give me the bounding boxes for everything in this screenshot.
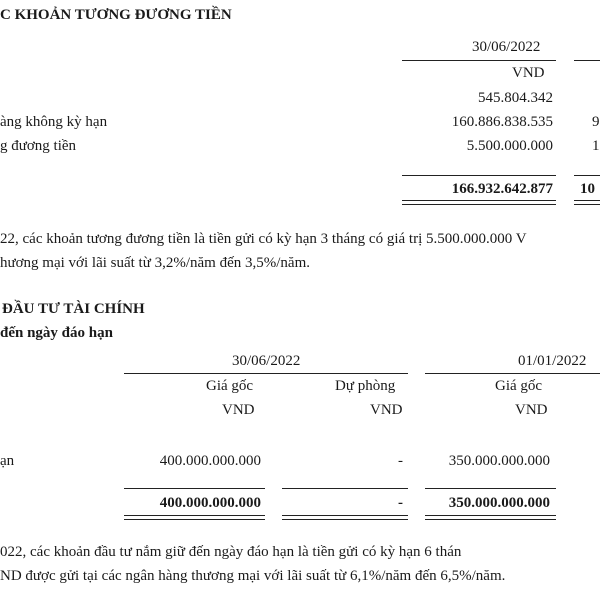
cash-total-value-prior: 10 (580, 181, 595, 197)
invest-note-line-2: ND được gửi tại các ngân hàng thương mại với lãi suất từ 6,1%/năm đến 6,5%/năm. (0, 568, 506, 584)
column-date-30-06-2022: 30/06/2022 (472, 39, 541, 55)
demand-deposits-value: 160.886.838.535 (451, 114, 553, 130)
column-unit-vnd-cost: VND (222, 402, 255, 418)
row-label-term-deposits: ạn (0, 453, 15, 469)
cash-equivalents-value-prior: 1 (592, 138, 600, 154)
term-deposits-provision: - (398, 453, 403, 469)
cash-total-value: 166.932.642.877 (451, 181, 553, 197)
date-group-rule-2 (425, 373, 600, 374)
total-double-rule (402, 200, 556, 205)
column-unit-vnd-provision: VND (370, 402, 403, 418)
total-top-rule (402, 175, 556, 176)
cash-equivalents-value: 5.500.000.000 (466, 138, 553, 154)
invest-total-top-rule-3 (425, 488, 556, 489)
term-deposits-cost-prior: 350.000.000.000 (448, 453, 550, 469)
section-heading-financial-investments: ĐẦU TƯ TÀI CHÍNH (2, 301, 145, 317)
column-unit-vnd: VND (512, 65, 545, 81)
total-double-rule-2 (574, 200, 600, 205)
cash-value-row-1: 545.804.342 (478, 90, 553, 106)
column-provision: Dự phòng (335, 378, 396, 394)
invest-total-double-rule-1 (124, 515, 265, 520)
section-heading-cash-equivalents: C KHOẢN TƯƠNG ĐƯƠNG TIỀN (0, 7, 232, 23)
column-cost-prior: Giá gốc (495, 378, 543, 394)
column-header-rule-2 (574, 60, 600, 61)
cash-note-line-2: hương mại với lãi suất từ 3,2%/năm đến 3,5%/năm. (0, 255, 310, 271)
cash-note-line-1: 22, các khoản tương đương tiền là tiền gửi có kỳ hạn 3 tháng có giá trị 5.500.000.000 V (0, 231, 527, 247)
invest-total-top-rule-2 (282, 488, 408, 489)
total-top-rule-2 (574, 175, 600, 176)
invest-total-top-rule-1 (124, 488, 265, 489)
column-unit-vnd-cost-prior: VND (515, 402, 548, 418)
subheading-held-to-maturity: đến ngày đáo hạn (0, 325, 113, 341)
invest-total-cost: 400.000.000.000 (159, 495, 261, 511)
column-date-30-06-2022-investments: 30/06/2022 (232, 353, 301, 369)
invest-total-cost-prior: 350.000.000.000 (448, 495, 550, 511)
column-header-rule (402, 60, 556, 61)
invest-total-double-rule-3 (425, 515, 556, 520)
date-group-rule-1 (124, 373, 408, 374)
column-date-01-01-2022: 01/01/2022 (518, 353, 587, 369)
row-label-cash-equivalents: g đương tiền (0, 138, 77, 154)
invest-note-line-1: 022, các khoản đầu tư nắm giữ đến ngày đáo hạn là tiền gửi có kỳ hạn 6 thán (0, 544, 462, 560)
column-cost: Giá gốc (206, 378, 254, 394)
demand-deposits-value-prior: 9 (592, 114, 600, 130)
invest-total-provision: - (398, 495, 403, 511)
term-deposits-cost: 400.000.000.000 (159, 453, 261, 469)
invest-total-double-rule-2 (282, 515, 408, 520)
row-label-demand-deposits: àng không kỳ hạn (0, 114, 108, 130)
